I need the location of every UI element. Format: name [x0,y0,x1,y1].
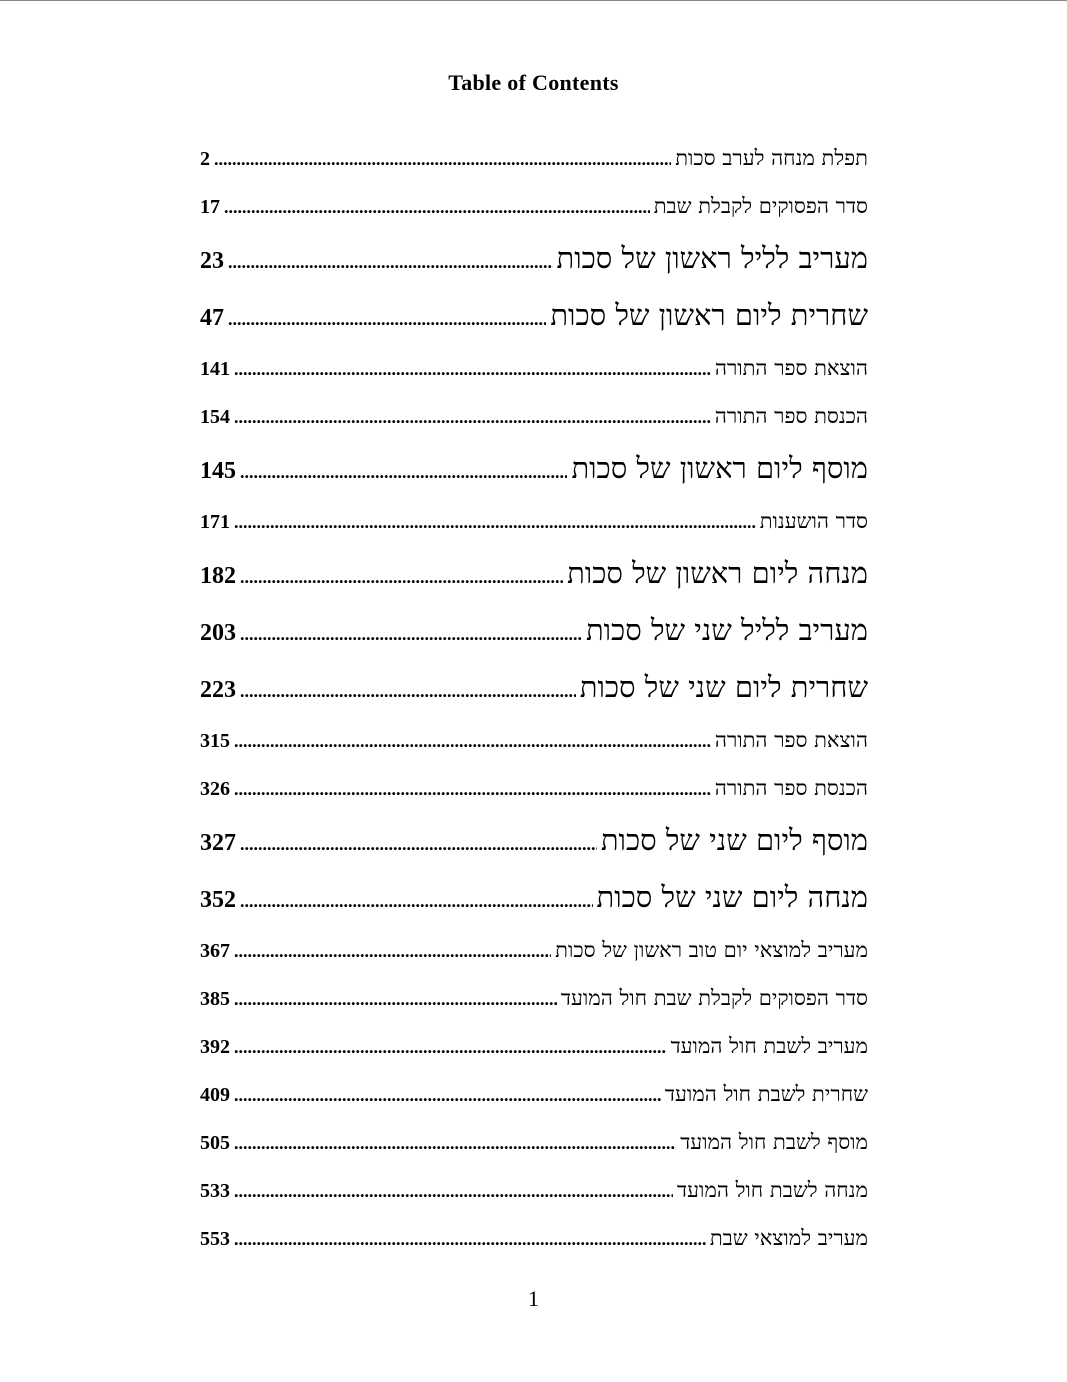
dot-leader [234,765,711,813]
dot-leader [234,1071,661,1119]
toc-entry[interactable] [200,926,868,974]
dot-leader [228,234,553,291]
toc-entry-page: 154 [200,406,230,428]
toc-entry-title: מנחה לשבת חול המועד [677,1178,868,1202]
toc-entry-title: הוצאת ספר התורה [714,356,868,380]
toc-entry-page: 315 [200,730,230,752]
toc-entry[interactable] [200,1214,868,1262]
dot-leader [234,1167,673,1215]
dot-leader [228,291,546,348]
toc-entry-title: מוסף לשבת חול המועד [680,1130,868,1154]
toc-entry[interactable] [200,659,868,716]
toc-entry-page: 141 [200,358,230,380]
toc-entry-page: 2 [200,148,210,170]
dot-leader [234,393,711,441]
toc-entry[interactable] [200,1118,868,1166]
toc-entry-page: 553 [200,1228,230,1250]
toc-entry-title: שחרית ליום שני של סכות [579,670,868,704]
dot-leader [234,498,756,546]
page-number: 1 [528,1286,539,1311]
toc-entry-page: 223 [200,677,236,703]
toc-entry-title: סדר הפסוקים לקבלת שבת [653,194,868,218]
toc-entry-page: 385 [200,988,230,1010]
toc-entry[interactable] [200,1166,868,1214]
toc-entry[interactable] [200,287,868,344]
toc-entry-title: מעריב למוצאי יום טוב ראשון של סכות [555,938,868,962]
page-title: Table of Contents [448,70,619,95]
dot-leader [240,549,563,606]
toc-entry[interactable] [200,716,868,764]
toc-entry-page: 171 [200,511,230,533]
toc-entry[interactable] [200,869,868,926]
dot-leader [240,816,597,873]
dot-leader [214,135,671,183]
toc-entry-page: 145 [200,458,236,484]
toc-entry-title: מעריב לשבת חול המועד [670,1034,868,1058]
toc-entry-page: 352 [200,887,236,913]
dot-leader [240,873,593,930]
dot-leader [240,606,582,663]
toc-entry-page: 47 [200,305,224,331]
toc-entry-page: 367 [200,940,230,962]
toc-entry[interactable] [200,1070,868,1118]
toc-entry-title: הכנסת ספר התורה [714,404,868,428]
toc-entry[interactable] [200,974,868,1022]
toc-entry[interactable] [200,812,868,869]
toc-entry-title: מנחה ליום שני של סכות [596,880,868,914]
toc-entry-page: 23 [200,248,224,274]
toc-entry-title: מעריב לליל שני של סכות [585,613,868,647]
dot-leader [234,975,557,1023]
toc-entry-page: 327 [200,830,236,856]
toc-entry[interactable] [200,545,868,602]
toc-entry[interactable] [200,344,868,392]
toc-entry-page: 533 [200,1180,230,1202]
toc-entry[interactable] [200,602,868,659]
dot-leader [234,1215,706,1263]
dot-leader [240,663,576,720]
dot-leader [224,183,650,231]
toc-entry[interactable] [200,764,868,812]
dot-leader [240,444,567,501]
dot-leader [234,927,551,975]
toc-entry-page: 505 [200,1132,230,1154]
dot-leader [234,717,711,765]
dot-leader [234,1119,676,1167]
toc-entry-title: מוסף ליום ראשון של סכות [571,451,868,485]
toc-entry-title: מנחה ליום ראשון של סכות [567,556,868,590]
toc-entry-title: מעריב למוצאי שבת [709,1226,868,1250]
toc-entry-title: הכנסת ספר התורה [714,776,868,800]
toc-entry[interactable] [200,1022,868,1070]
toc-entry-page: 182 [200,563,236,589]
dot-leader [234,345,711,393]
toc-entry-title: סדר הושענות [759,509,868,533]
toc-entry[interactable] [200,392,868,440]
toc-entry[interactable] [200,440,868,497]
table-of-contents [200,134,868,1262]
toc-entry[interactable] [200,182,868,230]
toc-entry-title: מעריב לליל ראשון של סכות [556,241,868,275]
toc-entry[interactable] [200,134,868,182]
toc-entry-page: 392 [200,1036,230,1058]
page-top-border [0,0,1067,1]
dot-leader [234,1023,667,1071]
toc-entry[interactable] [200,230,868,287]
toc-entry-title: שחרית לשבת חול המועד [664,1082,868,1106]
toc-entry-title: סדר הפסוקים לקבלת שבת חול המועד [560,986,868,1010]
toc-entry-title: מוסף ליום שני של סכות [600,823,868,857]
toc-entry-page: 17 [200,196,220,218]
toc-entry-page: 203 [200,620,236,646]
toc-entry-title: שחרית ליום ראשון של סכות [550,298,868,332]
toc-entry-page: 326 [200,778,230,800]
toc-entry-page: 409 [200,1084,230,1106]
toc-entry-title: הוצאת ספר התורה [714,728,868,752]
toc-entry[interactable] [200,497,868,545]
toc-entry-title: תפלת מנחה לערב סכות [675,146,868,170]
